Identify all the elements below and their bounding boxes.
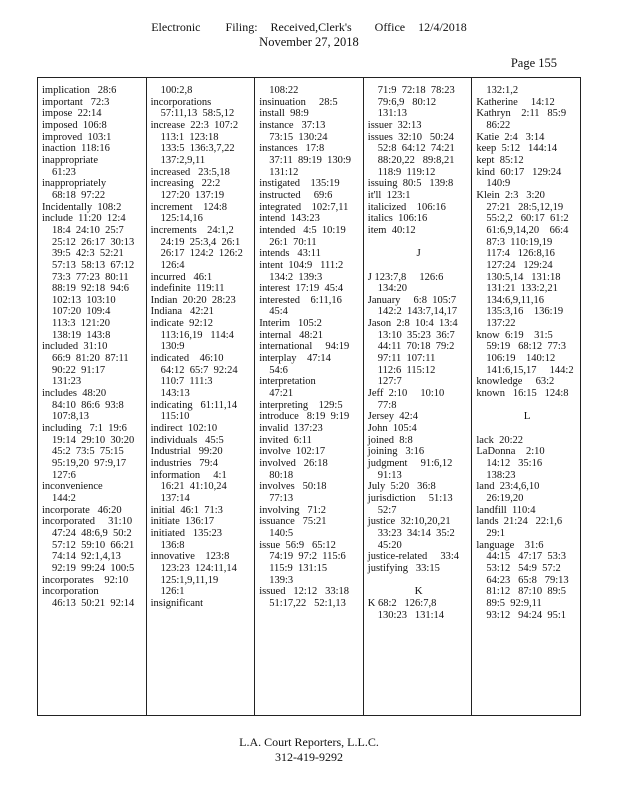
index-entry: language 31:6 <box>476 539 544 551</box>
index-entry: known 16:15 124:8 <box>476 388 569 400</box>
index-continuation-line: 131:12 <box>269 166 299 178</box>
index-entry: issue 56:9 65:12 <box>259 539 336 551</box>
index-entry: intend 143:23 <box>259 213 320 225</box>
index-column-2 <box>147 78 256 715</box>
index-entry: improved 103:1 <box>42 131 112 143</box>
index-entry: Katherine 14:12 <box>476 96 555 108</box>
index-entry: indirect 102:10 <box>150 423 218 435</box>
index-entry: indicated 46:10 <box>150 353 224 365</box>
index-continuation-line: 127:6 <box>52 469 76 481</box>
index-entry: incorporations <box>150 96 212 108</box>
index-entry: initiated 135:23 <box>150 527 223 539</box>
index-continuation-line: 113:16,19 114:4 <box>160 329 234 341</box>
index-continuation-line: 73:3 77:23 80:11 <box>52 271 129 283</box>
index-entry: increase 22:3 107:2 <box>150 119 239 131</box>
index-entry: install 98:9 <box>259 108 309 120</box>
index-entry: include 11:20 12:4 <box>42 213 126 225</box>
index-continuation-line: 45:20 <box>377 539 402 551</box>
index-entry: international 94:19 <box>259 341 350 353</box>
index-continuation-line: 84:10 86:6 93:8 <box>52 399 124 411</box>
index-continuation-line: 88:19 92:18 94:6 <box>52 283 130 295</box>
index-continuation-line: 57:12 59:10 66:21 <box>52 539 135 551</box>
index-entry: issuer 32:13 <box>367 119 422 131</box>
index-continuation-line: 53:12 54:9 57:2 <box>486 562 561 574</box>
index-continuation-line: 80:18 <box>269 469 294 481</box>
filing-stamp-word-4: Office <box>374 20 406 34</box>
index-entry: incorporated 31:10 <box>42 516 133 528</box>
index-continuation-line: 45:4 <box>269 306 288 318</box>
index-entry: increment 124:8 <box>150 201 227 213</box>
filing-stamp-word-1: Electronic <box>151 20 201 34</box>
section-spacer <box>476 423 578 435</box>
index-entry: Jason 2:8 10:4 13:4 <box>367 318 458 330</box>
index-continuation-line: 127:24 129:24 <box>486 259 553 271</box>
index-continuation-line: 136:8 <box>160 539 185 551</box>
filing-stamp-word-2: Filing: <box>225 20 258 34</box>
index-continuation-line: 126:4 <box>160 259 185 271</box>
index-continuation-line: 108:22 <box>269 85 299 96</box>
index-entry: intent 104:9 111:2 <box>259 259 344 271</box>
index-entry: includes 48:20 <box>42 388 107 400</box>
index-entry: instigated 135:19 <box>259 178 340 190</box>
index-continuation-line: 29:1 <box>486 527 506 539</box>
index-continuation-line: 88:20,22 89:8,21 <box>377 154 455 166</box>
index-continuation-line: 39:5 42:3 52:21 <box>52 248 124 260</box>
index-continuation-line: 51:17,22 52:1,13 <box>269 597 346 609</box>
index-entry: internal 48:21 <box>259 329 324 341</box>
index-entry: impose 22:14 <box>42 108 102 120</box>
index-continuation-line: 135:3,16 136:19 <box>486 306 564 318</box>
index-entry: indefinite 119:11 <box>150 283 225 295</box>
index-entry: kept 85:12 <box>476 154 524 166</box>
index-continuation-line: 37:11 89:19 130:9 <box>269 154 352 166</box>
index-entry: Katie 2:4 3:14 <box>476 131 545 143</box>
index-continuation-line: 118:9 119:12 <box>377 166 436 178</box>
index-continuation-line: 137:14 <box>160 492 190 504</box>
index-entry: intends 43:11 <box>259 248 321 260</box>
index-continuation-line: 134:6,9,11,16 <box>486 294 545 306</box>
index-entry: keep 5:12 144:14 <box>476 143 558 155</box>
index-entry: involves 50:18 <box>259 481 327 493</box>
index-entry: increased 23:5,18 <box>150 166 230 178</box>
index-entry: land 23:4,6,10 <box>476 481 540 493</box>
index-continuation-line: 106:19 140:12 <box>486 353 556 365</box>
index-continuation-line: 110:7 111:3 <box>160 376 213 388</box>
index-entry: incurred 46:1 <box>150 271 213 283</box>
index-entry: joining 3:16 <box>367 446 425 458</box>
index-entry: initiate 136:17 <box>150 516 215 528</box>
index-entry: incorporation <box>42 586 99 598</box>
index-continuation-line: 26:17 124:2 126:2 <box>160 248 243 260</box>
index-continuation-line: 57:11,13 58:5,12 <box>160 108 235 120</box>
index-continuation-line: 130:23 131:14 <box>377 609 444 621</box>
index-continuation-line: 125:1,9,11,19 <box>160 574 219 586</box>
index-entry: increasing 22:2 <box>150 178 221 190</box>
index-entry: invited 6:11 <box>259 434 312 446</box>
index-entry: inconvenience <box>42 481 103 493</box>
index-continuation-line: 25:12 26:17 30:13 <box>52 236 135 248</box>
index-continuation-line: 64:12 65:7 92:24 <box>160 364 238 376</box>
index-entry: justice-related 33:4 <box>367 551 460 563</box>
index-entry: issued 12:12 33:18 <box>259 586 350 598</box>
index-continuation-line: 115:10 <box>160 411 190 423</box>
index-continuation-line: 55:2,2 60:17 61:2 <box>486 213 569 225</box>
index-continuation-line: 91:13 <box>377 469 402 481</box>
index-column-1 <box>38 78 147 715</box>
index-continuation-line: 141:6,15,17 144:2 <box>486 364 574 376</box>
index-continuation-line: 77:13 <box>269 492 294 504</box>
index-entry: Indian 20:20 28:23 <box>150 294 236 306</box>
reporter-name: L.A. Court Reporters, L.L.C. <box>239 735 379 749</box>
index-entry: John 105:4 <box>367 423 417 435</box>
index-entry: Indiana 42:21 <box>150 306 214 318</box>
index-entry: important 72:3 <box>42 96 110 108</box>
index-column-3 <box>255 78 364 715</box>
index-entry: knowledge 63:2 <box>476 376 555 388</box>
index-continuation-line: 125:14,16 <box>160 213 203 225</box>
index-continuation-line: 26:1 70:11 <box>269 236 317 248</box>
index-continuation-line: 107:20 109:4 <box>52 306 111 318</box>
index-continuation-line: 143:13 <box>160 388 190 400</box>
index-entry: insignificant <box>150 597 204 609</box>
index-continuation-line: 45:2 73:5 75:15 <box>52 446 124 458</box>
index-column-4 <box>364 78 473 715</box>
index-entry: Incidentally 108:2 <box>42 201 122 213</box>
index-entry: inaction 118:16 <box>42 143 110 155</box>
index-table <box>37 77 581 716</box>
index-section-letter: J <box>416 247 421 260</box>
index-continuation-line: 140:9 <box>486 178 511 190</box>
index-continuation-line: 61:6,9,14,20 66:4 <box>486 224 569 236</box>
filing-stamp-word-5: 12/4/2018 <box>418 20 467 34</box>
index-entry: insinuation 28:5 <box>259 96 338 108</box>
index-entry: joined 8:8 <box>367 434 413 446</box>
index-entry: indicate 92:12 <box>150 318 213 330</box>
index-continuation-line: 92:19 99:24 100:5 <box>52 562 135 574</box>
index-continuation-line: 61:23 <box>52 166 76 178</box>
index-entry: introduce 8:19 9:19 <box>259 411 350 423</box>
index-entry: initial 46:1 71:3 <box>150 504 223 516</box>
index-entry: Kathryn 2:11 85:9 <box>476 108 567 120</box>
index-entry: item 40:12 <box>367 224 416 236</box>
index-continuation-line: 87:3 110:19,19 <box>486 236 553 248</box>
index-entry: issuing 80:5 139:8 <box>367 178 454 190</box>
index-continuation-line: 44:11 70:18 79:2 <box>377 341 455 353</box>
filing-stamp-line <box>0 20 618 35</box>
index-entry: lack 20:22 <box>476 434 524 446</box>
index-continuation-line: 127:20 137:19 <box>160 189 225 201</box>
index-entry: industries 79:4 <box>150 458 218 469</box>
index-entry: it'll 123:1 <box>367 189 411 201</box>
index-continuation-line: 140:5 <box>269 527 294 539</box>
index-continuation-line: 79:6,9 80:12 <box>377 96 437 108</box>
index-entry: inappropriate <box>42 154 98 166</box>
index-continuation-line: 52:8 64:12 74:21 <box>377 143 455 155</box>
index-entry: individuals 45:5 <box>150 434 224 446</box>
index-continuation-line: 113:1 123:18 <box>160 131 219 143</box>
index-entry: July 5:20 36:8 <box>367 481 436 493</box>
index-section-letter: K <box>414 585 423 598</box>
index-entry: involving 71:2 <box>259 504 326 516</box>
index-section-letter: L <box>523 410 531 423</box>
index-entry: Interim 105:2 <box>259 318 322 330</box>
index-entry: jurisdiction 51:13 <box>367 492 453 504</box>
index-continuation-line: 131:23 <box>52 376 82 388</box>
index-entry: lands 21:24 22:1,6 <box>476 516 563 528</box>
index-continuation-line: 127:7 <box>377 376 402 388</box>
index-continuation-line: 27:21 28:5,12,19 <box>486 201 564 213</box>
index-entry: justice 32:10,20,21 <box>367 516 451 528</box>
index-entry: issuance 75:21 <box>259 516 327 528</box>
index-continuation-line: 19:14 29:10 30:20 <box>52 434 135 446</box>
index-continuation-line: 134:2 139:3 <box>269 271 323 283</box>
index-entry: indicating 61:11,14 <box>150 399 238 411</box>
index-continuation-line: 46:13 50:21 92:14 <box>52 597 135 609</box>
index-continuation-line: 134:20 <box>377 283 407 295</box>
index-continuation-line: 66:9 81:20 87:11 <box>52 353 129 365</box>
index-continuation-line: 139:3 <box>269 574 294 586</box>
index-continuation-line: 54:6 <box>269 364 288 376</box>
index-continuation-line: 86:22 <box>486 119 511 131</box>
index-entry: information 4:1 <box>150 469 227 481</box>
index-continuation-line: 131:21 133:2,21 <box>486 283 558 295</box>
index-entry: J 123:7,8 126:6 <box>367 271 444 283</box>
reporter-phone: 312-419-9292 <box>275 750 343 764</box>
index-entry: incorporates 92:10 <box>42 574 129 586</box>
index-continuation-line: 74:19 97:2 115:6 <box>269 551 346 563</box>
index-entry: know 6:19 31:5 <box>476 329 553 341</box>
index-entry: Klein 2:3 3:20 <box>476 189 545 201</box>
index-continuation-line: 73:15 130:24 <box>269 131 328 143</box>
index-column-5 <box>472 78 580 715</box>
index-continuation-line: 100:2,8 <box>160 85 193 96</box>
index-continuation-line: 137:22 <box>486 318 516 330</box>
index-entry: instance 37:13 <box>259 119 326 131</box>
index-continuation-line: 47:24 48:6,9 50:2 <box>52 527 132 539</box>
index-continuation-line: 33:23 34:14 35:2 <box>377 527 455 539</box>
index-continuation-line: 107:8,13 <box>52 411 90 423</box>
index-continuation-line: 24:19 25:3,4 26:1 <box>160 236 241 248</box>
index-continuation-line: 68:18 97:22 <box>52 189 106 201</box>
section-spacer <box>368 260 470 272</box>
index-continuation-line: 113:3 121:20 <box>52 318 110 330</box>
index-continuation-line: 97:11 107:11 <box>377 353 436 365</box>
index-entry: interpreting 129:5 <box>259 399 343 411</box>
index-continuation-line: 102:13 103:10 <box>52 294 116 306</box>
index-entry: inappropriately <box>42 178 107 190</box>
index-continuation-line: 77:8 <box>377 399 397 411</box>
index-continuation-line: 133:5 136:3,7,22 <box>160 143 235 155</box>
index-continuation-line: 131:13 <box>377 108 407 120</box>
index-continuation-line: 81:12 87:10 89:5 <box>486 586 567 598</box>
index-entry: justifying 33:15 <box>367 562 440 574</box>
index-entry: January 6:8 105:7 <box>367 294 457 306</box>
index-entry: instances 17:8 <box>259 143 325 155</box>
index-entry: judgment 91:6,12 <box>367 458 453 469</box>
index-continuation-line: 123:23 124:11,14 <box>160 562 237 574</box>
index-continuation-line: 44:15 47:17 53:3 <box>486 551 567 563</box>
index-entry: increments 24:1,2 <box>150 224 234 236</box>
index-entry: landfill 110:4 <box>476 504 536 516</box>
index-entry: Jeff 2:10 10:10 <box>367 388 445 400</box>
index-entry: interpretation <box>259 376 316 388</box>
index-entry: innovative 123:8 <box>150 551 230 563</box>
index-entry: interest 17:19 45:4 <box>259 283 344 295</box>
index-continuation-line: 74:14 92:1,4,13 <box>52 551 121 563</box>
index-continuation-line: 142:2 143:7,14,17 <box>377 306 458 318</box>
index-continuation-line: 117:4 126:8,16 <box>486 248 555 260</box>
index-entry: included 31:10 <box>42 341 108 353</box>
index-entry: imposed 106:8 <box>42 119 107 131</box>
index-entry: intended 4:5 10:19 <box>259 224 346 236</box>
index-entry: including 7:1 19:6 <box>42 423 127 435</box>
index-entry: LaDonna 2:10 <box>476 446 545 458</box>
index-entry: interplay 47:14 <box>259 353 331 365</box>
index-entry: involve 102:17 <box>259 446 326 458</box>
index-continuation-line: 132:1,2 <box>486 85 519 96</box>
index-entry: issues 32:10 50:24 <box>367 131 454 143</box>
index-entry: Jersey 42:4 <box>367 411 418 423</box>
transcript-date: November 27, 2018 <box>259 35 359 49</box>
index-continuation-line: 130:5,14 131:18 <box>486 271 561 283</box>
filing-stamp-word-3: Received,Clerk's <box>270 20 352 34</box>
index-entry: invalid 137:23 <box>259 423 323 435</box>
index-continuation-line: 13:10 35:23 36:7 <box>377 329 455 341</box>
index-continuation-line: 138:23 <box>486 469 516 481</box>
index-continuation-line: 52:7 <box>377 504 397 516</box>
index-continuation-line: 26:19,20 <box>486 492 524 504</box>
index-entry: interested 6:11,16 <box>259 294 342 306</box>
index-continuation-line: 47:21 <box>269 388 294 400</box>
page-number: Page 155 <box>510 56 557 70</box>
index-continuation-line: 90:22 91:17 <box>52 364 106 376</box>
index-continuation-line: 137:2,9,11 <box>160 154 206 166</box>
index-entry: italics 106:16 <box>367 213 428 225</box>
index-continuation-line: 95:19,20 97:9,17 <box>52 458 127 469</box>
index-continuation-line: 115:9 131:15 <box>269 562 328 574</box>
index-entry: Industrial 99:20 <box>150 446 223 458</box>
index-entry: italicized 106:16 <box>367 201 446 213</box>
index-continuation-line: 16:21 41:10,24 <box>160 481 227 493</box>
index-continuation-line: 59:19 68:12 77:3 <box>486 341 567 353</box>
index-continuation-line: 93:12 94:24 95:1 <box>486 609 567 621</box>
index-continuation-line: 130:9 <box>160 341 185 353</box>
index-entry: incorporate 46:20 <box>42 504 122 516</box>
index-continuation-line: 144:2 <box>52 492 76 504</box>
index-entry: involved 26:18 <box>259 458 328 469</box>
index-continuation-line: 64:23 65:8 79:13 <box>486 574 569 586</box>
index-entry: implication 28:6 <box>42 85 117 96</box>
index-continuation-line: 57:13 58:13 67:12 <box>52 259 135 271</box>
index-continuation-line: 112:6 115:12 <box>377 364 436 376</box>
index-entry: K 68:2 126:7,8 <box>367 597 437 609</box>
index-continuation-line: 138:19 143:8 <box>52 329 111 341</box>
index-continuation-line: 18:4 24:10 25:7 <box>52 224 124 236</box>
index-continuation-line: 126:1 <box>160 586 185 598</box>
index-continuation-line: 14:12 35:16 <box>486 458 543 469</box>
index-continuation-line: 89:5 92:9,11 <box>486 597 542 609</box>
index-continuation-line: 71:9 72:18 78:23 <box>377 85 455 96</box>
index-entry: instructed 69:6 <box>259 189 333 201</box>
index-entry: integrated 102:7,11 <box>259 201 349 213</box>
index-entry: kind 60:17 129:24 <box>476 166 562 178</box>
